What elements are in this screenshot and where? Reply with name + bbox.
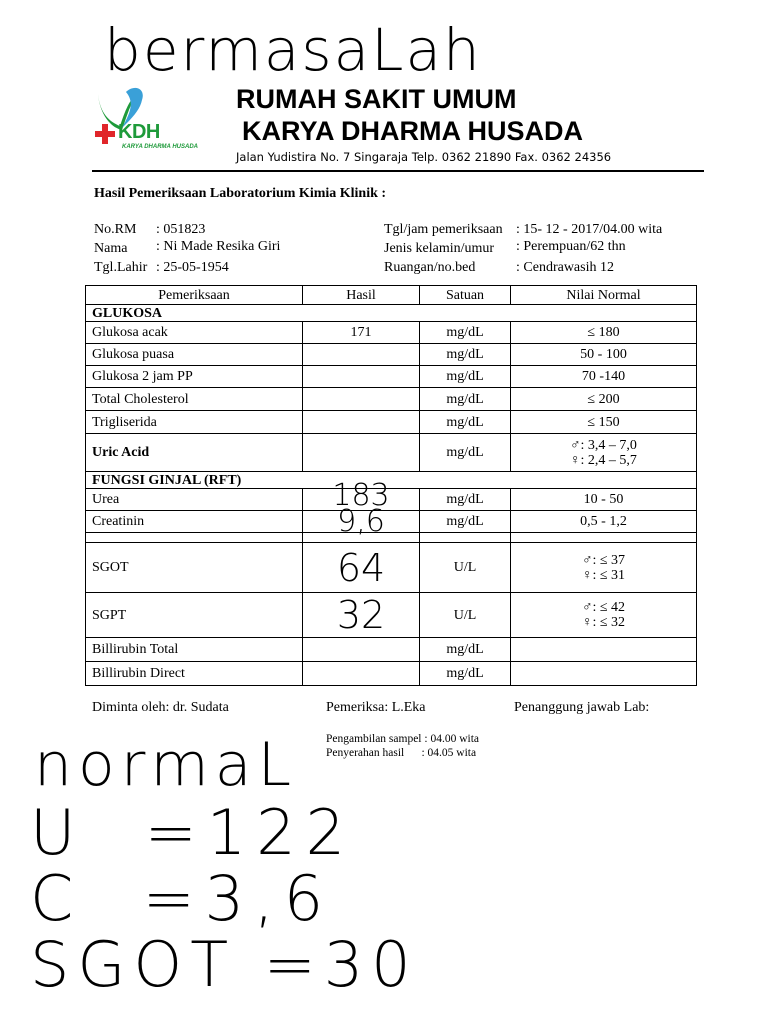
test-name: Glukosa 2 jam PP	[86, 366, 303, 388]
table-row	[86, 593, 697, 638]
normal-male: ♂: ≤ 42	[581, 600, 626, 615]
test-normal: 0,5 - 1,2	[511, 511, 697, 533]
test-result	[303, 366, 420, 388]
table-row	[86, 489, 697, 511]
name-value: : Ni Made Resika Giri	[156, 239, 281, 254]
test-result	[303, 543, 420, 593]
section-rft: FUNGSI GINJAL (RFT)	[86, 472, 697, 489]
test-unit: mg/dL	[420, 344, 511, 366]
handwritten-creatinin-note: C =3,6	[30, 862, 334, 935]
hospital-name-line2: KARYA DHARMA HUSADA	[242, 116, 584, 146]
test-unit: mg/dL	[420, 366, 511, 388]
logo-text: KDH	[118, 121, 160, 143]
test-unit: mg/dL	[420, 388, 511, 411]
test-result	[303, 434, 420, 472]
test-name: Creatinin	[86, 511, 303, 533]
normal-male: ♂: ≤ 37	[581, 552, 626, 568]
table-header-row	[86, 286, 697, 305]
test-normal: ≤ 150	[511, 411, 697, 434]
test-name: Billirubin Total	[86, 638, 303, 662]
room-label: Ruangan/no.bed	[384, 260, 476, 275]
table-row	[86, 638, 697, 662]
no-rm-label: No.RM	[94, 222, 137, 237]
test-result	[303, 662, 420, 686]
test-name: Trigliserida	[86, 411, 303, 434]
exam-time-value: : 15- 12 - 2017/04.00 wita	[516, 222, 663, 237]
document-title: Hasil Pemeriksaan Laboratorium Kimia Klinik :	[94, 186, 387, 201]
header-result: Hasil	[303, 286, 420, 305]
test-normal: ≤ 200	[511, 388, 697, 411]
test-normal	[511, 434, 697, 472]
test-result	[303, 503, 420, 539]
test-unit: mg/dL	[420, 511, 511, 533]
dob-label: Tgl.Lahir	[94, 260, 148, 275]
sex-age-value: : Perempuan/62 thn	[516, 239, 626, 254]
test-name: SGPT	[86, 593, 303, 638]
table-row	[86, 662, 697, 686]
dob-value: : 25-05-1954	[156, 260, 229, 275]
test-normal	[511, 638, 697, 662]
handwritten-sgot-note: SGOT =30	[30, 928, 419, 1001]
handwritten-normal-heading: normaL	[34, 730, 297, 800]
test-name: Urea	[86, 489, 303, 511]
handwritten-result: 9,6	[337, 503, 385, 539]
requested-by: Diminta oleh: dr. Sudata	[92, 700, 229, 715]
test-name: Total Cholesterol	[86, 388, 303, 411]
test-unit: mg/dL	[420, 434, 511, 472]
examiner: Pemeriksa: L.Eka	[326, 700, 426, 715]
sample-time: Pengambilan sampel : 04.00 wita	[326, 733, 479, 745]
test-normal: 10 - 50	[511, 489, 697, 511]
test-normal: ≤ 180	[511, 322, 697, 344]
table-row	[86, 344, 697, 366]
lab-results-table	[85, 285, 697, 686]
test-unit: U/L	[420, 543, 511, 593]
table-row	[86, 434, 697, 472]
table-row	[86, 366, 697, 388]
table-row	[86, 511, 697, 533]
test-unit: mg/dL	[420, 638, 511, 662]
sex-age-label: Jenis kelamin/umur	[384, 241, 495, 256]
test-normal	[511, 543, 697, 593]
test-normal	[511, 662, 697, 686]
test-normal	[511, 593, 697, 638]
normal-female: ♀: ≤ 32	[581, 615, 626, 630]
normal-female: ♀: ≤ 31	[581, 567, 626, 583]
test-normal: 70 -140	[511, 366, 697, 388]
section-row-glucose	[86, 305, 697, 322]
header-divider	[92, 170, 704, 172]
no-rm-value: : 051823	[156, 222, 206, 237]
table-row	[86, 411, 697, 434]
handover-time: Penyerahan hasil : 04.05 wita	[326, 747, 477, 759]
test-name: Glukosa acak	[86, 322, 303, 344]
test-unit: mg/dL	[420, 411, 511, 434]
test-result	[303, 638, 420, 662]
room-value: : Cendrawasih 12	[516, 260, 614, 275]
hospital-name-line1: RUMAH SAKIT UMUM	[236, 84, 517, 114]
test-name: Billirubin Direct	[86, 662, 303, 686]
test-result	[303, 388, 420, 411]
exam-time-label: Tgl/jam pemeriksaan	[384, 222, 503, 237]
header-test: Pemeriksaan	[86, 286, 303, 305]
test-name: Glukosa puasa	[86, 344, 303, 366]
responsible-lab: Penanggung jawab Lab:	[514, 700, 650, 715]
test-result	[303, 593, 420, 638]
normal-male: ♂: 3,4 – 7,0	[570, 437, 637, 453]
logo-subtext: KARYA DHARMA HUSADA	[122, 144, 198, 150]
normal-female: ♀: 2,4 – 5,7	[570, 452, 637, 468]
table-row	[86, 388, 697, 411]
header-unit: Satuan	[420, 286, 511, 305]
test-normal: 50 - 100	[511, 344, 697, 366]
test-result	[303, 344, 420, 366]
table-row	[86, 322, 697, 344]
handwritten-result: 32	[336, 593, 386, 637]
table-row	[86, 543, 697, 593]
hospital-address: Jalan Yudistira No. 7 Singaraja Telp. 0362 21890 Fax. 0362 24356	[236, 150, 612, 164]
table-row-blank	[86, 533, 697, 543]
test-name: Uric Acid	[86, 434, 303, 472]
test-unit: mg/dL	[420, 322, 511, 344]
handwritten-result: 183	[332, 477, 390, 513]
handwritten-urea-note: U =122	[30, 796, 356, 869]
header-normal: Nilai Normal	[511, 286, 697, 305]
handwritten-result: 64	[336, 545, 386, 590]
test-result	[303, 411, 420, 434]
handwritten-top-note: bermasaLah	[104, 16, 482, 84]
test-unit: mg/dL	[420, 489, 511, 511]
section-glucose: GLUKOSA	[86, 305, 697, 322]
test-result: 171	[303, 322, 420, 344]
test-name: SGOT	[86, 543, 303, 593]
test-unit: U/L	[420, 593, 511, 638]
test-unit: mg/dL	[420, 662, 511, 686]
name-label: Nama	[94, 241, 128, 256]
